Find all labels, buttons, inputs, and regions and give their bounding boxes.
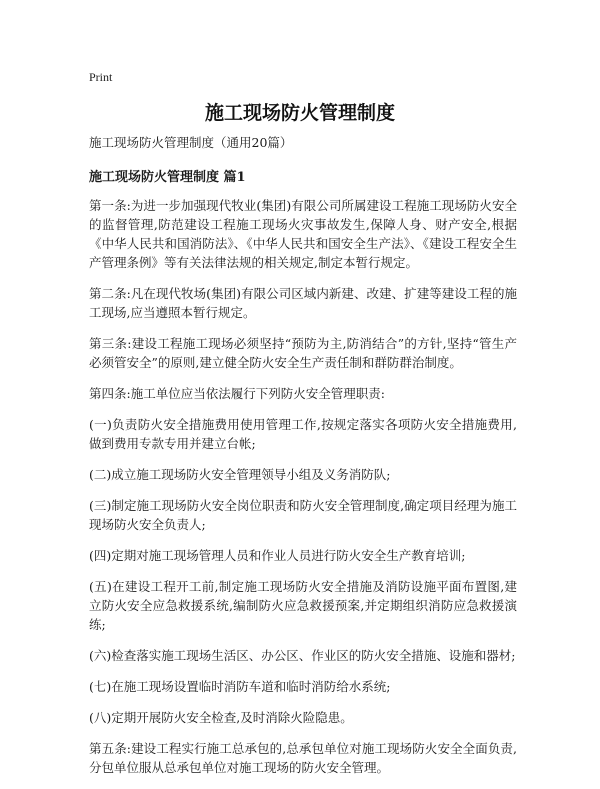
paragraph-article-2: 第二条:凡在现代牧场(集团)有限公司区域内新建、改建、扩建等建设工程的施工现场,应当遵照本暂行规定。 bbox=[89, 286, 517, 320]
paragraph-item-7: (七)在施工现场设置临时消防车道和临时消防给水系统; bbox=[89, 679, 391, 694]
document-body bbox=[89, 133, 517, 789]
paragraph-item-8: (八)定期开展防火安全检查,及时消除火险隐患。 bbox=[89, 710, 353, 725]
section-heading: 施工现场防火管理制度 篇1 bbox=[89, 170, 246, 185]
paragraph-item-1: (一)负责防火安全措施费用使用管理工作,按规定落实各项防火安全措施费用,做到费用专款专用并建立台帐; bbox=[89, 417, 517, 451]
paragraph-article-4: 第四条:施工单位应当依法履行下列防火安全管理职责: bbox=[89, 386, 385, 401]
paragraph-article-1: 第一条:为进一步加强现代牧业(集团)有限公司所属建设工程施工现场防火安全的监督管理,防范建设工程施工现场火灾事故发生,保障人身、财产安全,根据《中华人民共和国消防法》、《中华人民共和国安全生产法》、《建设工程安全生产管理条例》等有关法律法规的相关规定,制定本暂行规定。 bbox=[89, 198, 517, 270]
paragraph-item-5: (五)在建设工程开工前,制定施工现场防火安全措施及消防设施平面布置图,建立防火安全应急救援系统,编制防火应急救援预案,并定期组织消防应急救援演练; bbox=[89, 579, 517, 632]
paragraph-article-3: 第三条:建设工程施工现场必须坚持“预防为主,防消结合”的方针,坚持“管生产必须管安全”的原则,建立健全防火安全生产责任制和群防群治制度。 bbox=[89, 336, 517, 370]
page-title: 施工现场防火管理制度 bbox=[204, 102, 395, 124]
paragraph-item-6: (六)检查落实施工现场生活区、办公区、作业区的防火安全措施、设施和器材; bbox=[89, 648, 516, 663]
paragraph-item-4: (四)定期对施工现场管理人员和作业人员进行防火安全生产教育培训; bbox=[89, 548, 466, 563]
paragraph-item-2: (二)成立施工现场防火安全管理领导小组及义务消防队; bbox=[89, 467, 391, 482]
document-subtitle: 施工现场防火管理制度（通用20篇） bbox=[89, 135, 293, 150]
paragraph-article-5: 第五条:建设工程实行施工总承包的,总承包单位对施工现场防火安全全面负责,分包单位服从总承包单位对施工现场的防火安全管理。 bbox=[89, 741, 517, 775]
paragraph-item-3: (三)制定施工现场防火安全岗位职责和防火安全管理制度,确定项目经理为施工现场防火安全负责人; bbox=[89, 498, 517, 532]
print-link[interactable]: Print bbox=[89, 70, 113, 84]
